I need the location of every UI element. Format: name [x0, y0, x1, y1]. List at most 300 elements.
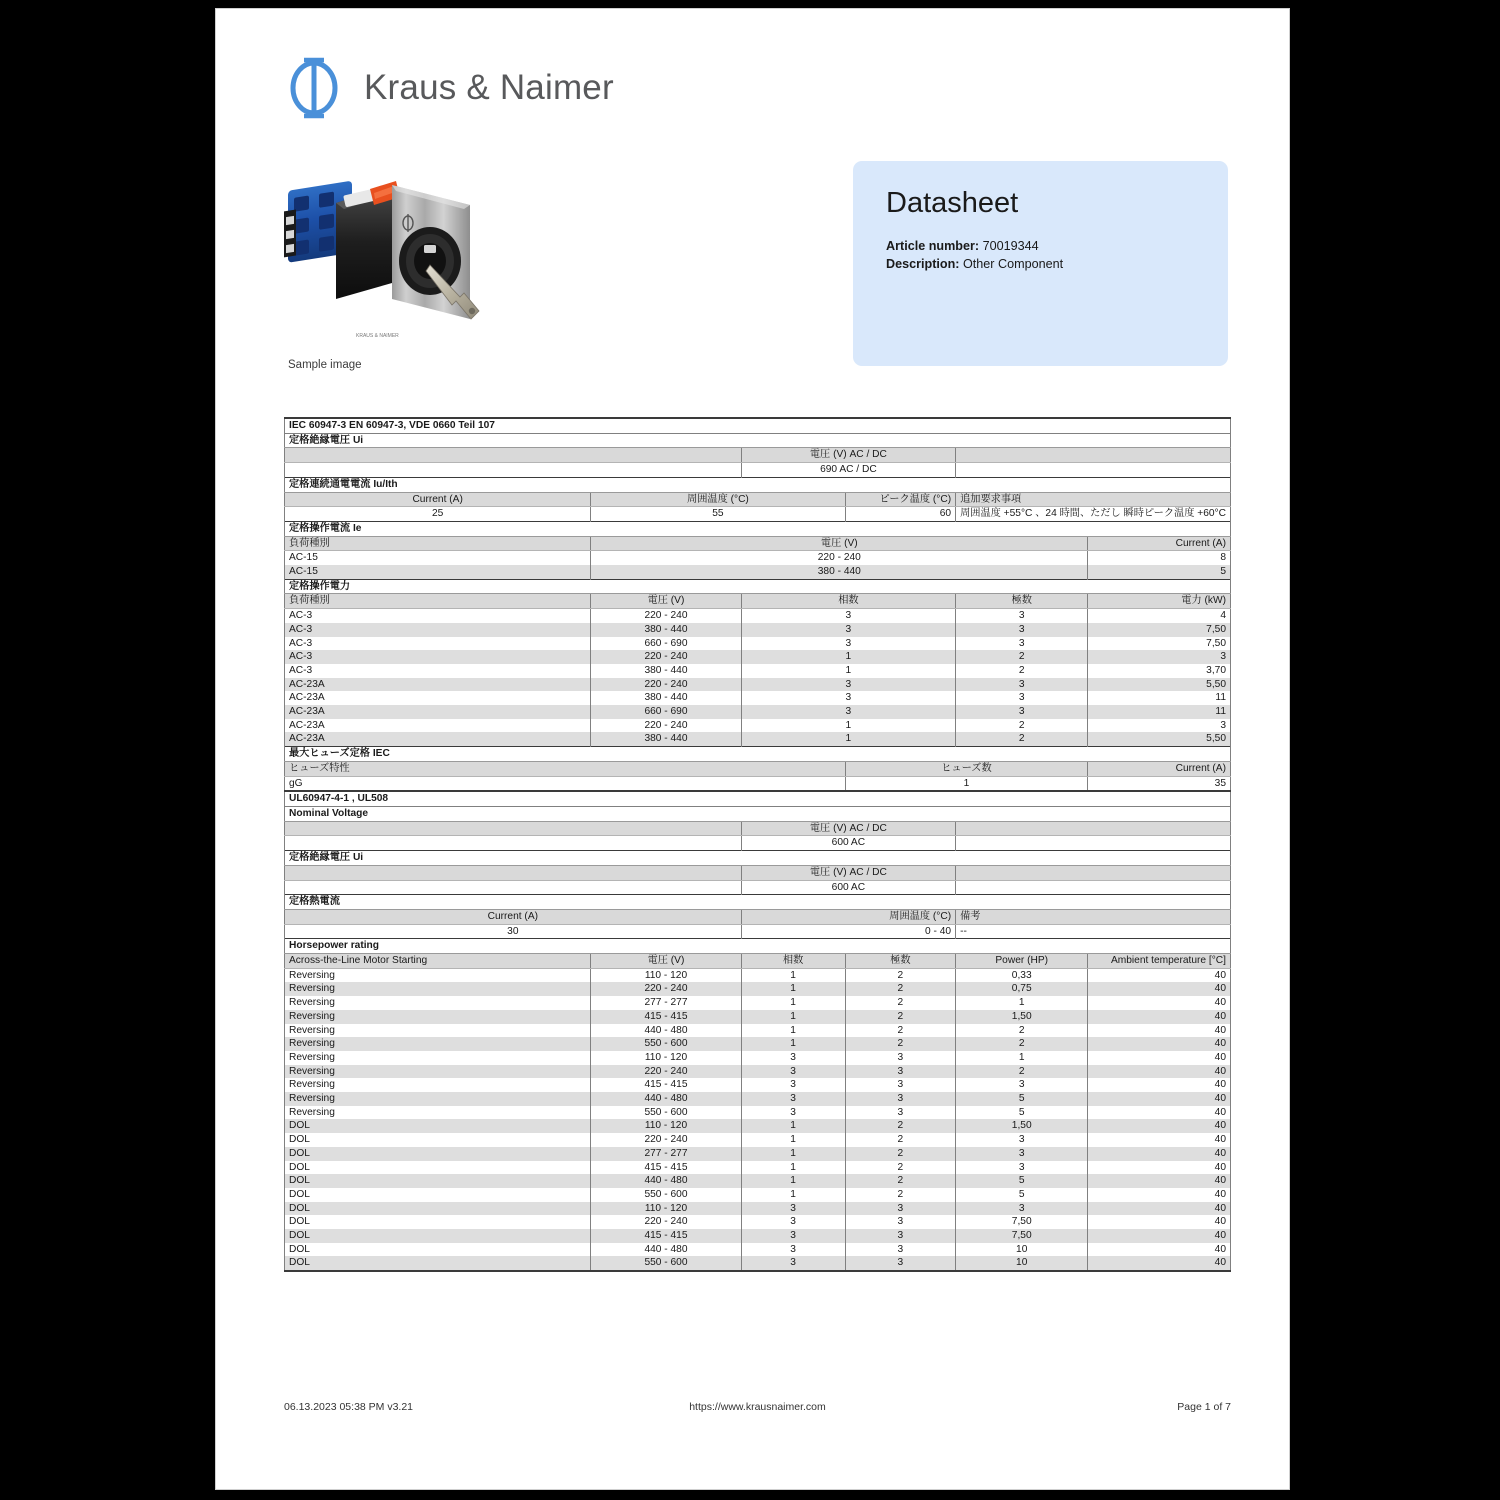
table-cell: 追加要求事項 — [956, 492, 1231, 507]
table-cell: DOL — [285, 1147, 591, 1161]
table-section-heading-row — [285, 433, 1231, 448]
table-cell: 415 - 415 — [591, 1161, 741, 1175]
table-column-header-row — [285, 448, 1231, 463]
table-cell: 5,50 — [1088, 678, 1231, 692]
table-cell: 40 — [1088, 1037, 1231, 1051]
table-cell: AC-23A — [285, 678, 591, 692]
table-cell: 1 — [741, 732, 955, 746]
table-row — [285, 650, 1231, 664]
table-section-heading-row — [285, 579, 1231, 594]
table-cell: 1 — [741, 719, 955, 733]
table-row — [285, 968, 1231, 982]
table-cell: 10 — [956, 1243, 1088, 1257]
table-cell: DOL — [285, 1229, 591, 1243]
table-cell: Current (A) — [285, 909, 742, 924]
product-image — [274, 161, 490, 351]
table-cell: 3 — [741, 1202, 845, 1216]
table-section-heading-row — [285, 806, 1231, 821]
table-cell: AC-23A — [285, 732, 591, 746]
table-cell: AC-15 — [285, 565, 591, 579]
table-cell: DOL — [285, 1133, 591, 1147]
table-cell: 7,50 — [956, 1229, 1088, 1243]
table-cell: 3 — [741, 637, 955, 651]
table-cell: 3 — [956, 1161, 1088, 1175]
table-cell: DOL — [285, 1174, 591, 1188]
table-cell: 2 — [845, 1174, 956, 1188]
table-cell: DOL — [285, 1215, 591, 1229]
table-cell: 相数 — [741, 594, 955, 609]
table-cell: 1 — [741, 1010, 845, 1024]
table-cell: Reversing — [285, 1037, 591, 1051]
table-cell: AC-3 — [285, 623, 591, 637]
table-row — [285, 1243, 1231, 1257]
table-cell — [285, 448, 742, 463]
table-row — [285, 1215, 1231, 1229]
table-cell: Current (A) — [285, 492, 591, 507]
table-row — [285, 565, 1231, 579]
table-cell: 電圧 (V) AC / DC — [741, 821, 955, 836]
table-cell: 5 — [1088, 565, 1231, 579]
table-cell: 3 — [741, 1106, 845, 1120]
table-cell: 415 - 415 — [591, 1229, 741, 1243]
table-cell: 2 — [845, 1037, 956, 1051]
table-row — [285, 1119, 1231, 1133]
table-cell: 1 — [956, 1051, 1088, 1065]
table-cell: DOL — [285, 1188, 591, 1202]
table-cell: 40 — [1088, 1133, 1231, 1147]
table-cell: 3 — [956, 623, 1088, 637]
table-cell: 220 - 240 — [591, 551, 1088, 565]
table-row — [285, 1010, 1231, 1024]
table-cell: 40 — [1088, 1065, 1231, 1079]
table-row — [285, 1174, 1231, 1188]
table-standard-heading-row — [285, 791, 1231, 806]
table-column-header-row — [285, 821, 1231, 836]
table-section-heading: 定格絶縁電圧 Ui — [285, 851, 1231, 866]
page-footer — [284, 1401, 1231, 1417]
table-cell: 220 - 240 — [591, 1065, 741, 1079]
description-value: Other Component — [962, 257, 1064, 271]
table-row — [285, 1092, 1231, 1106]
table-cell: 3 — [956, 691, 1088, 705]
table-cell: 周囲温度 (°C) — [591, 492, 845, 507]
table-cell: 110 - 120 — [591, 1202, 741, 1216]
table-cell: AC-23A — [285, 705, 591, 719]
table-row — [285, 678, 1231, 692]
table-row — [285, 1256, 1231, 1271]
table-row — [285, 623, 1231, 637]
table-cell: 11 — [1088, 705, 1231, 719]
table-cell: 3 — [845, 1051, 956, 1065]
table-cell: 1,50 — [956, 1119, 1088, 1133]
table-cell: 220 - 240 — [591, 719, 741, 733]
table-section-heading-row — [285, 477, 1231, 492]
table-cell: ヒューズ特性 — [285, 761, 846, 776]
table-cell: 3 — [845, 1215, 956, 1229]
table-cell: 25 — [285, 507, 591, 522]
table-row — [285, 1106, 1231, 1120]
table-cell: 3 — [741, 1215, 845, 1229]
table-cell: 2 — [845, 1024, 956, 1038]
table-row — [285, 637, 1231, 651]
table-cell: AC-3 — [285, 650, 591, 664]
table-cell: 40 — [1088, 1188, 1231, 1202]
table-row — [285, 705, 1231, 719]
table-cell: Reversing — [285, 1010, 591, 1024]
table-cell: 5 — [956, 1188, 1088, 1202]
table-cell: 1 — [956, 996, 1088, 1010]
table-section-heading: 定格絶縁電圧 Ui — [285, 433, 1231, 448]
table-cell: 220 - 240 — [591, 609, 741, 623]
table-cell: 1 — [741, 1188, 845, 1202]
table-row — [285, 982, 1231, 996]
table-cell: 2 — [956, 719, 1088, 733]
table-cell: 2 — [845, 996, 956, 1010]
table-cell: 40 — [1088, 1243, 1231, 1257]
table-cell — [285, 865, 742, 880]
table-cell: 負荷種別 — [285, 536, 591, 551]
table-cell: 3 — [956, 1078, 1088, 1092]
table-cell: DOL — [285, 1256, 591, 1271]
svg-text:KRAUS & NAIMER: KRAUS & NAIMER — [356, 333, 399, 339]
table-cell: 3 — [845, 1065, 956, 1079]
table-cell: 1 — [741, 982, 845, 996]
table-cell: 40 — [1088, 1202, 1231, 1216]
table-row — [285, 507, 1231, 522]
description-line — [886, 257, 1063, 271]
table-cell: 1 — [741, 1037, 845, 1051]
table-cell: 220 - 240 — [591, 982, 741, 996]
table-row — [285, 551, 1231, 565]
table-cell: 40 — [1088, 1256, 1231, 1271]
table-row — [285, 1024, 1231, 1038]
table-cell: 3 — [845, 1229, 956, 1243]
table-section-heading: 最大ヒューズ定格 IEC — [285, 747, 1231, 762]
description-label: Description: — [886, 257, 960, 271]
table-cell: 440 - 480 — [591, 1092, 741, 1106]
table-cell: 600 AC — [741, 880, 955, 895]
table-cell: Reversing — [285, 982, 591, 996]
table-cell: Reversing — [285, 996, 591, 1010]
table-cell: Power (HP) — [956, 954, 1088, 969]
table-cell: 4 — [1088, 609, 1231, 623]
table-cell: 220 - 240 — [591, 650, 741, 664]
table-column-header-row — [285, 865, 1231, 880]
table-cell: 10 — [956, 1256, 1088, 1271]
table-cell: 電圧 (V) — [591, 536, 1088, 551]
table-cell: 1 — [845, 776, 1088, 791]
table-cell: 2 — [845, 1188, 956, 1202]
table-cell: 電圧 (V) AC / DC — [741, 865, 955, 880]
table-cell: 30 — [285, 924, 742, 939]
table-cell: 2 — [956, 1024, 1088, 1038]
table-cell: 2 — [845, 968, 956, 982]
table-cell — [956, 821, 1231, 836]
table-cell: 0,33 — [956, 968, 1088, 982]
table-cell: 3 — [845, 1106, 956, 1120]
table-cell: 8 — [1088, 551, 1231, 565]
table-cell: 40 — [1088, 1078, 1231, 1092]
table-cell: 相数 — [741, 954, 845, 969]
article-number-value: 70019344 — [982, 239, 1039, 253]
table-cell: 690 AC / DC — [741, 463, 955, 478]
table-cell: 220 - 240 — [591, 678, 741, 692]
table-cell: 備考 — [956, 909, 1231, 924]
table-cell: 40 — [1088, 1106, 1231, 1120]
table-cell: 35 — [1088, 776, 1231, 791]
table-cell: 7,50 — [1088, 637, 1231, 651]
table-cell: ピーク温度 (°C) — [845, 492, 956, 507]
table-cell: 2 — [956, 1037, 1088, 1051]
table-cell: Reversing — [285, 1092, 591, 1106]
footer-page-number: Page 1 of 7 — [1177, 1401, 1231, 1413]
table-cell: DOL — [285, 1119, 591, 1133]
table-cell: 3 — [956, 1133, 1088, 1147]
table-cell: 550 - 600 — [591, 1256, 741, 1271]
table-cell: Current (A) — [1088, 536, 1231, 551]
table-row — [285, 996, 1231, 1010]
table-cell: 3 — [956, 637, 1088, 651]
table-cell: Ambient temperature [°C] — [1088, 954, 1231, 969]
table-cell: gG — [285, 776, 846, 791]
table-cell: 電圧 (V) — [591, 954, 741, 969]
table-cell: 3 — [845, 1256, 956, 1271]
table-cell: 1 — [741, 1119, 845, 1133]
table-cell: 3 — [845, 1202, 956, 1216]
table-cell: 5 — [956, 1092, 1088, 1106]
table-cell: 40 — [1088, 1024, 1231, 1038]
table-standard-heading: UL60947-4-1 , UL508 — [285, 791, 1231, 806]
table-cell: Reversing — [285, 1065, 591, 1079]
datasheet-title: Datasheet — [886, 187, 1019, 219]
table-cell: 2 — [956, 650, 1088, 664]
table-cell: 2 — [845, 1010, 956, 1024]
table-cell: 3 — [741, 1051, 845, 1065]
table-cell: -- — [956, 924, 1231, 939]
table-cell: 3 — [956, 1202, 1088, 1216]
table-cell: 40 — [1088, 1229, 1231, 1243]
table-row — [285, 1188, 1231, 1202]
table-cell: 0,75 — [956, 982, 1088, 996]
table-cell: 380 - 440 — [591, 691, 741, 705]
table-cell: 3 — [741, 1243, 845, 1257]
table-cell: Reversing — [285, 1051, 591, 1065]
table-cell: AC-3 — [285, 609, 591, 623]
table-cell: AC-23A — [285, 719, 591, 733]
table-cell: 440 - 480 — [591, 1243, 741, 1257]
table-cell: 110 - 120 — [591, 968, 741, 982]
table-column-header-row — [285, 761, 1231, 776]
table-cell: 3 — [956, 609, 1088, 623]
table-section-heading-row — [285, 895, 1231, 910]
table-cell: ヒューズ数 — [845, 761, 1088, 776]
table-row — [285, 1037, 1231, 1051]
table-cell: 3 — [845, 1078, 956, 1092]
table-row — [285, 924, 1231, 939]
table-cell: 1 — [741, 650, 955, 664]
table-cell: 3 — [956, 1147, 1088, 1161]
table-cell: 380 - 440 — [591, 565, 1088, 579]
table-cell: AC-3 — [285, 664, 591, 678]
table-cell — [956, 448, 1231, 463]
table-cell: 3 — [741, 1256, 845, 1271]
table-cell: 40 — [1088, 1147, 1231, 1161]
footer-url[interactable]: https://www.krausnaimer.com — [689, 1401, 826, 1413]
table-cell: 3 — [741, 623, 955, 637]
table-cell — [956, 865, 1231, 880]
table-cell: 1 — [741, 664, 955, 678]
table-cell: 周囲温度 (°C) — [741, 909, 955, 924]
datasheet-info-box — [853, 161, 1228, 366]
table-cell: 277 - 277 — [591, 996, 741, 1010]
table-standard-heading-row — [285, 418, 1231, 433]
table-cell: 3,70 — [1088, 664, 1231, 678]
table-row — [285, 1065, 1231, 1079]
table-cell: 1 — [741, 996, 845, 1010]
table-row — [285, 1078, 1231, 1092]
table-section-heading: Nominal Voltage — [285, 806, 1231, 821]
table-row — [285, 1202, 1231, 1216]
table-cell: 3 — [741, 1092, 845, 1106]
table-cell: 380 - 440 — [591, 732, 741, 746]
table-cell: 440 - 480 — [591, 1024, 741, 1038]
table-column-header-row — [285, 954, 1231, 969]
table-cell: 3 — [956, 678, 1088, 692]
table-section-heading: Horsepower rating — [285, 939, 1231, 954]
table-cell: 40 — [1088, 1174, 1231, 1188]
table-row — [285, 1161, 1231, 1175]
table-section-heading: 定格熱電流 — [285, 895, 1231, 910]
table-cell: 380 - 440 — [591, 664, 741, 678]
table-row — [285, 1147, 1231, 1161]
table-cell — [956, 463, 1231, 478]
table-cell: 5 — [956, 1174, 1088, 1188]
table-cell: 極数 — [956, 594, 1088, 609]
table-section-heading-row — [285, 521, 1231, 536]
table-cell: 2 — [956, 1065, 1088, 1079]
table-cell: 1 — [741, 968, 845, 982]
table-cell: AC-15 — [285, 551, 591, 565]
table-cell: 極数 — [845, 954, 956, 969]
table-cell: 220 - 240 — [591, 1133, 741, 1147]
table-cell: 電圧 (V) — [591, 594, 741, 609]
table-cell: 40 — [1088, 1161, 1231, 1175]
table-row — [285, 836, 1231, 851]
table-cell — [285, 463, 742, 478]
table-cell: 2 — [845, 1161, 956, 1175]
table-cell: 3 — [741, 678, 955, 692]
table-cell: 440 - 480 — [591, 1174, 741, 1188]
table-cell: 1 — [741, 1161, 845, 1175]
table-cell: Current (A) — [1088, 761, 1231, 776]
table-row — [285, 1051, 1231, 1065]
table-section-heading-row — [285, 939, 1231, 954]
table-cell: 40 — [1088, 1051, 1231, 1065]
table-column-header-row — [285, 536, 1231, 551]
table-cell: 3 — [741, 705, 955, 719]
table-cell: 660 - 690 — [591, 705, 741, 719]
table-cell: 40 — [1088, 1092, 1231, 1106]
table-cell: Reversing — [285, 1024, 591, 1038]
table-cell: 2 — [845, 982, 956, 996]
table-section-heading-row — [285, 747, 1231, 762]
table-cell: 3 — [741, 691, 955, 705]
table-cell: 40 — [1088, 982, 1231, 996]
table-cell: 550 - 600 — [591, 1106, 741, 1120]
table-cell: 電圧 (V) AC / DC — [741, 448, 955, 463]
table-cell: DOL — [285, 1243, 591, 1257]
table-cell: AC-3 — [285, 637, 591, 651]
table-cell: Reversing — [285, 1106, 591, 1120]
table-cell: 1 — [741, 1174, 845, 1188]
table-cell: 1,50 — [956, 1010, 1088, 1024]
table-cell: 2 — [845, 1147, 956, 1161]
table-cell: 55 — [591, 507, 845, 522]
table-section-heading: 定格連続通電電流 Iu/Ith — [285, 477, 1231, 492]
table-cell: 110 - 120 — [591, 1051, 741, 1065]
table-cell: 40 — [1088, 996, 1231, 1010]
table-cell: 220 - 240 — [591, 1215, 741, 1229]
table-row — [285, 664, 1231, 678]
brand-name: Kraus & Naimer — [364, 68, 614, 107]
table-cell: 3 — [741, 609, 955, 623]
brand-header — [286, 57, 614, 119]
table-cell: 550 - 600 — [591, 1188, 741, 1202]
table-cell: Across-the-Line Motor Starting — [285, 954, 591, 969]
phi-logo-icon — [286, 57, 342, 119]
table-cell: Reversing — [285, 968, 591, 982]
table-section-heading: 定格操作電流 Ie — [285, 521, 1231, 536]
table-cell: 2 — [956, 664, 1088, 678]
table-cell — [285, 836, 742, 851]
table-row — [285, 719, 1231, 733]
table-cell: 電力 (kW) — [1088, 594, 1231, 609]
table-cell: Reversing — [285, 1078, 591, 1092]
table-cell — [956, 880, 1231, 895]
table-row — [285, 776, 1231, 791]
table-cell: 415 - 415 — [591, 1078, 741, 1092]
table-cell: 3 — [1088, 719, 1231, 733]
table-cell — [285, 880, 742, 895]
table-cell — [956, 836, 1231, 851]
table-cell: 周囲温度 +55°C 、24 時間、ただし 瞬時ピーク温度 +60°C — [956, 507, 1231, 522]
table-cell: 600 AC — [741, 836, 955, 851]
table-cell: 40 — [1088, 968, 1231, 982]
sample-image-caption: Sample image — [288, 359, 362, 371]
table-cell: 3 — [741, 1078, 845, 1092]
table-row — [285, 609, 1231, 623]
table-column-header-row — [285, 594, 1231, 609]
table-cell: 5 — [956, 1106, 1088, 1120]
table-cell: 40 — [1088, 1010, 1231, 1024]
table-row — [285, 1133, 1231, 1147]
table-cell: 40 — [1088, 1215, 1231, 1229]
table-column-header-row — [285, 492, 1231, 507]
table-cell: 3 — [741, 1065, 845, 1079]
table-cell: 7,50 — [956, 1215, 1088, 1229]
table-cell: 11 — [1088, 691, 1231, 705]
table-cell: 277 - 277 — [591, 1147, 741, 1161]
article-number-label: Article number: — [886, 239, 980, 253]
table-cell: 負荷種別 — [285, 594, 591, 609]
table-row — [285, 1229, 1231, 1243]
table-standard-heading: IEC 60947-3 EN 60947-3, VDE 0660 Teil 107 — [285, 418, 1231, 433]
table-row — [285, 732, 1231, 746]
table-cell: 3 — [845, 1243, 956, 1257]
table-cell: 660 - 690 — [591, 637, 741, 651]
table-cell: 2 — [845, 1119, 956, 1133]
table-row — [285, 691, 1231, 705]
